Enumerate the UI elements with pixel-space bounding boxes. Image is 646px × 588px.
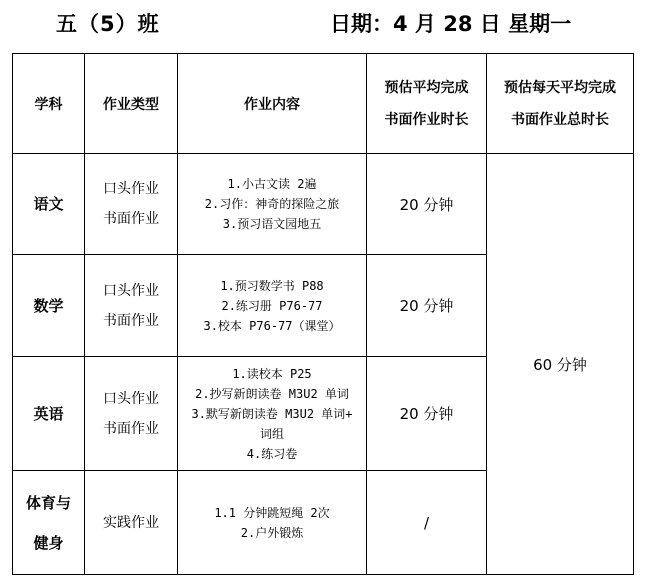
content-item: 2.习作：神奇的探险之旅 <box>204 197 340 211</box>
type-item: 口头作业 <box>103 390 159 407</box>
homework-table <box>12 53 634 575</box>
time-cell: / <box>367 471 487 575</box>
subject-cell: 英语 <box>13 357 85 471</box>
content-item: 4.练习卷 <box>246 446 298 461</box>
time-cell: 20 分钟 <box>367 357 487 471</box>
content-item: 3.预习语文园地五 <box>222 217 322 231</box>
header-avg-line1: 预估平均完成 <box>384 79 469 96</box>
type-item: 口头作业 <box>103 282 159 299</box>
content-cell <box>178 471 367 575</box>
subject-line: 体育与 <box>25 493 71 512</box>
header-content: 作业内容 <box>178 54 367 154</box>
subject-cell <box>13 471 85 575</box>
content-item: 1.1 分钟跳短绳 2次 <box>214 505 330 520</box>
header-avg-line2: 书面作业时长 <box>384 111 469 128</box>
content-item: 1.读校本 P25 <box>232 366 312 381</box>
type-item: 书面作业 <box>103 211 159 227</box>
content-item: 2.练习册 P76-77 <box>221 298 323 313</box>
content-item: 1.小古文读 2遍 <box>227 177 317 191</box>
type-cell <box>85 357 178 471</box>
header-type: 作业类型 <box>85 54 178 154</box>
subject-cell: 语文 <box>13 154 85 255</box>
header-row <box>13 54 634 154</box>
subject-cell: 数学 <box>13 255 85 357</box>
header-daily-line2: 书面作业总时长 <box>511 111 609 128</box>
type-item: 口头作业 <box>103 181 159 197</box>
content-item: 1.预习数学书 P88 <box>220 278 324 293</box>
date-title: 日期：4 月 28 日 星期一 <box>330 12 572 36</box>
content-item: 2.户外锻炼 <box>240 525 304 540</box>
content-item: 3.校本 P76-77（课堂） <box>203 318 341 333</box>
type-item: 实践作业 <box>103 514 159 531</box>
type-cell <box>85 154 178 255</box>
content-item: 2.抄写新朗读卷 M3U2 单词 <box>195 386 349 401</box>
type-item: 书面作业 <box>103 420 159 437</box>
time-cell: 20 分钟 <box>367 255 487 357</box>
content-cell <box>178 255 367 357</box>
time-cell: 20 分钟 <box>367 154 487 255</box>
content-cell <box>178 357 367 471</box>
class-title: 五（5）班 <box>56 12 160 36</box>
type-cell <box>85 471 178 575</box>
table-row <box>13 154 634 255</box>
header-subject: 学科 <box>13 54 85 154</box>
header-daily-line1: 预估每天平均完成 <box>504 79 616 96</box>
header-daily-time <box>487 54 634 154</box>
type-cell <box>85 255 178 357</box>
content-item: 3.默写新朗读卷 M3U2 单词+ <box>191 406 353 421</box>
content-cell <box>178 154 367 255</box>
header-avg-time <box>367 54 487 154</box>
subject-line: 健身 <box>33 533 64 552</box>
content-item: 词组 <box>259 426 284 441</box>
total-time-cell: 60 分钟 <box>487 154 634 575</box>
type-item: 书面作业 <box>103 312 159 329</box>
